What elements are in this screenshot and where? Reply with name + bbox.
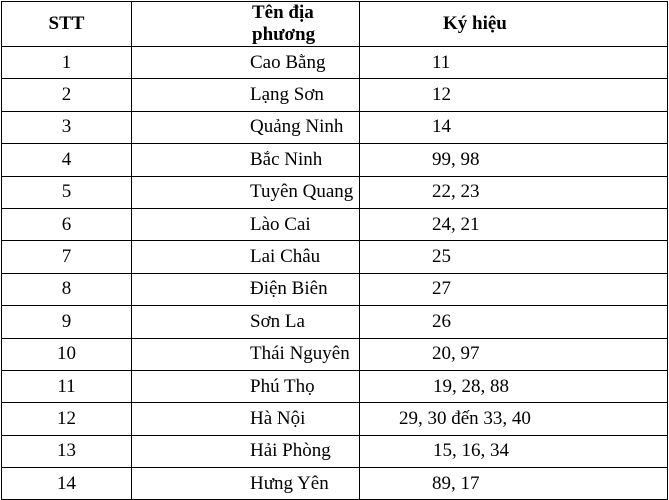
header-code: Ký hiệu	[360, 2, 668, 47]
row-stt: 14	[2, 468, 132, 500]
row-code: 89, 17	[360, 468, 668, 500]
row-stt: 13	[2, 435, 132, 467]
row-name: Sơn La	[132, 306, 360, 338]
row-code: 25	[360, 241, 668, 273]
header-name: Tên địa phương	[132, 2, 360, 47]
row-code: 26	[360, 306, 668, 338]
row-stt: 3	[2, 111, 132, 143]
row-name: Phú Thọ	[132, 370, 360, 402]
row-stt: 4	[2, 144, 132, 176]
row-code: 11	[360, 47, 668, 79]
row-name: Hưng Yên	[132, 468, 360, 500]
row-name: Lạng Sơn	[132, 79, 360, 111]
row-stt: 2	[2, 79, 132, 111]
row-name: Lào Cai	[132, 208, 360, 240]
table-row	[2, 111, 668, 143]
table-row	[2, 47, 668, 79]
row-code: 14	[360, 111, 668, 143]
table-row	[2, 468, 668, 500]
row-code: 27	[360, 273, 668, 305]
province-code-table	[1, 1, 668, 500]
row-name: Cao Bằng	[132, 47, 360, 79]
row-code: 15, 16, 34	[360, 435, 668, 467]
row-name: Hải Phòng	[132, 435, 360, 467]
row-code: 99, 98	[360, 144, 668, 176]
row-stt: 6	[2, 208, 132, 240]
row-stt: 12	[2, 403, 132, 435]
row-stt: 9	[2, 306, 132, 338]
row-name: Tuyên Quang	[132, 176, 360, 208]
table-row	[2, 241, 668, 273]
table-row	[2, 338, 668, 370]
row-stt: 1	[2, 47, 132, 79]
table-row	[2, 435, 668, 467]
row-stt: 5	[2, 176, 132, 208]
row-name: Lai Châu	[132, 241, 360, 273]
table-row	[2, 273, 668, 305]
row-code: 12	[360, 79, 668, 111]
table-row	[2, 208, 668, 240]
table-row	[2, 176, 668, 208]
row-code: 22, 23	[360, 176, 668, 208]
row-code: 20, 97	[360, 338, 668, 370]
row-stt: 7	[2, 241, 132, 273]
row-code: 19, 28, 88	[360, 370, 668, 402]
table-row	[2, 403, 668, 435]
row-name: Quảng Ninh	[132, 111, 360, 143]
row-stt: 11	[2, 370, 132, 402]
row-name: Điện Biên	[132, 273, 360, 305]
row-code: 29, 30 đến 33, 40	[360, 403, 668, 435]
header-stt: STT	[2, 2, 132, 47]
table-row	[2, 370, 668, 402]
table-row	[2, 306, 668, 338]
table-row	[2, 144, 668, 176]
table-row	[2, 79, 668, 111]
row-name: Bắc Ninh	[132, 144, 360, 176]
row-name: Hà Nội	[132, 403, 360, 435]
row-code: 24, 21	[360, 208, 668, 240]
row-stt: 10	[2, 338, 132, 370]
row-name: Thái Nguyên	[132, 338, 360, 370]
table-header-row	[2, 2, 668, 47]
row-stt: 8	[2, 273, 132, 305]
